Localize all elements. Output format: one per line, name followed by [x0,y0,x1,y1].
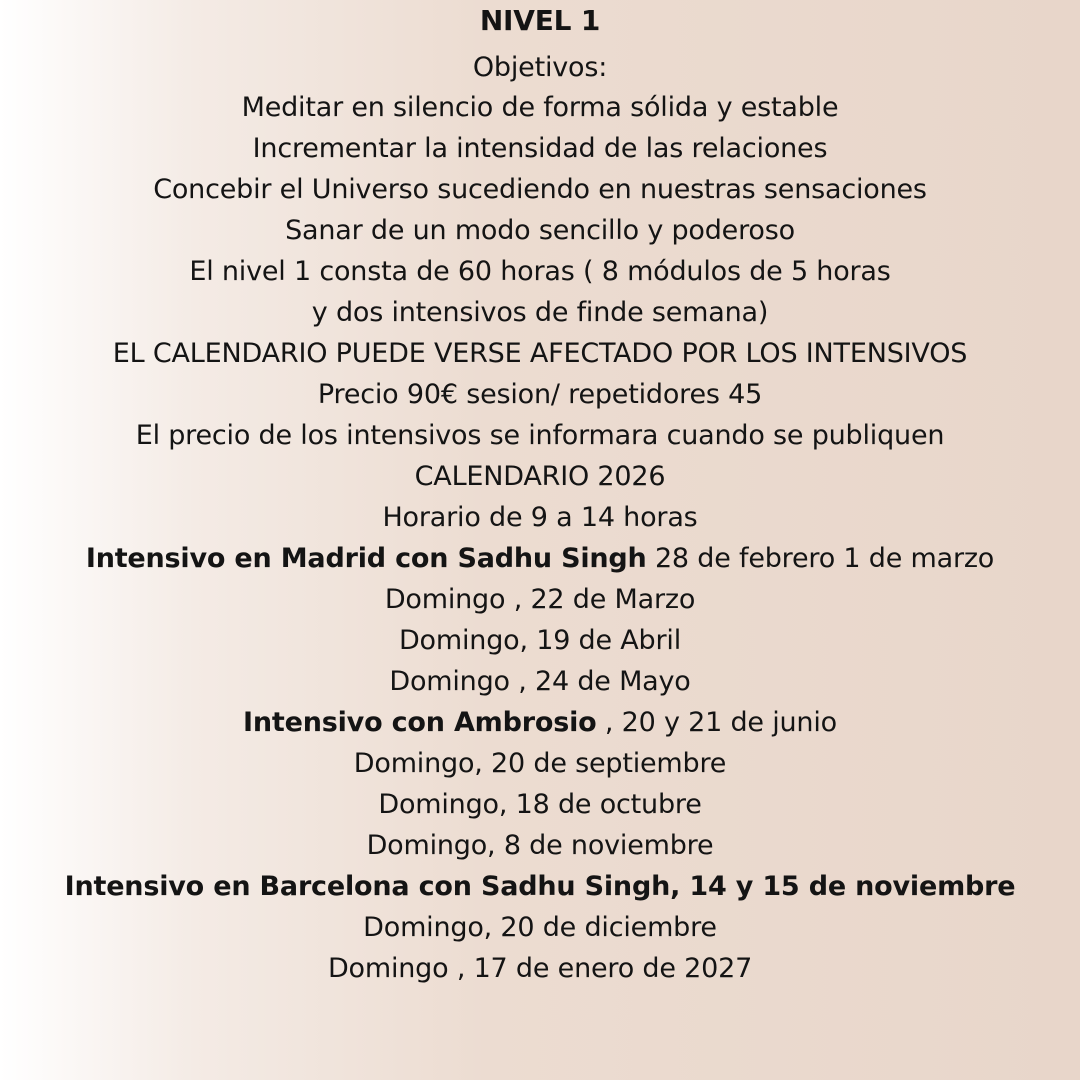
intensive-madrid-label: Intensivo en Madrid con Sadhu Singh [85,543,647,574]
calendar-date: Domingo, 8 de noviembre [366,830,714,861]
intensive-ambrosio-date: , 20 y 21 de junio [596,707,837,738]
objectives-heading: Objetivos: [472,52,608,83]
calendar-heading: CALENDARIO 2026 [414,461,666,492]
schedule-hours: Horario de 9 a 14 horas [382,502,698,533]
course-hours-continued: y dos intensivos de finde semana) [311,297,769,328]
intensive-price-info: El precio de los intensivos se informara cuando se publiquen [135,420,945,451]
calendar-entry-intensive-madrid [0,538,1080,579]
calendar-date: Domingo, 19 de Abril [398,625,682,656]
objective-item: Meditar en silencio de forma sólida y estable [241,92,839,123]
calendar-date: Domingo , 24 de Mayo [389,666,691,697]
calendar-notice: EL CALENDARIO PUEDE VERSE AFECTADO POR LOS INTENSIVOS [112,338,968,369]
objective-item: Concebir el Universo sucediendo en nuestras sensaciones [153,174,927,205]
calendar-date: Domingo , 22 de Marzo [384,584,696,615]
price-info: Precio 90€ sesion/ repetidores 45 [317,379,763,410]
document-title: NIVEL 1 [479,4,601,37]
calendar-date: Domingo , 17 de enero de 2027 [327,953,753,984]
calendar-date: Domingo, 20 de diciembre [363,912,717,943]
objective-item: Sanar de un modo sencillo y poderoso [285,215,795,246]
calendar-entry-intensive-barcelona: Intensivo en Barcelona con Sadhu Singh, 14 y 15 de noviembre [64,871,1016,902]
intensive-ambrosio-label: Intensivo con Ambrosio [243,707,597,738]
course-hours: El nivel 1 consta de 60 horas ( 8 módulos de 5 horas [189,256,891,287]
intensive-madrid-date: 28 de febrero 1 de marzo [646,543,995,574]
calendar-date: Domingo, 18 de octubre [378,789,702,820]
objective-item: Incrementar la intensidad de las relaciones [252,133,828,164]
calendar-date: Domingo, 20 de septiembre [353,748,727,779]
calendar-entry-intensive-ambrosio [0,702,1080,743]
